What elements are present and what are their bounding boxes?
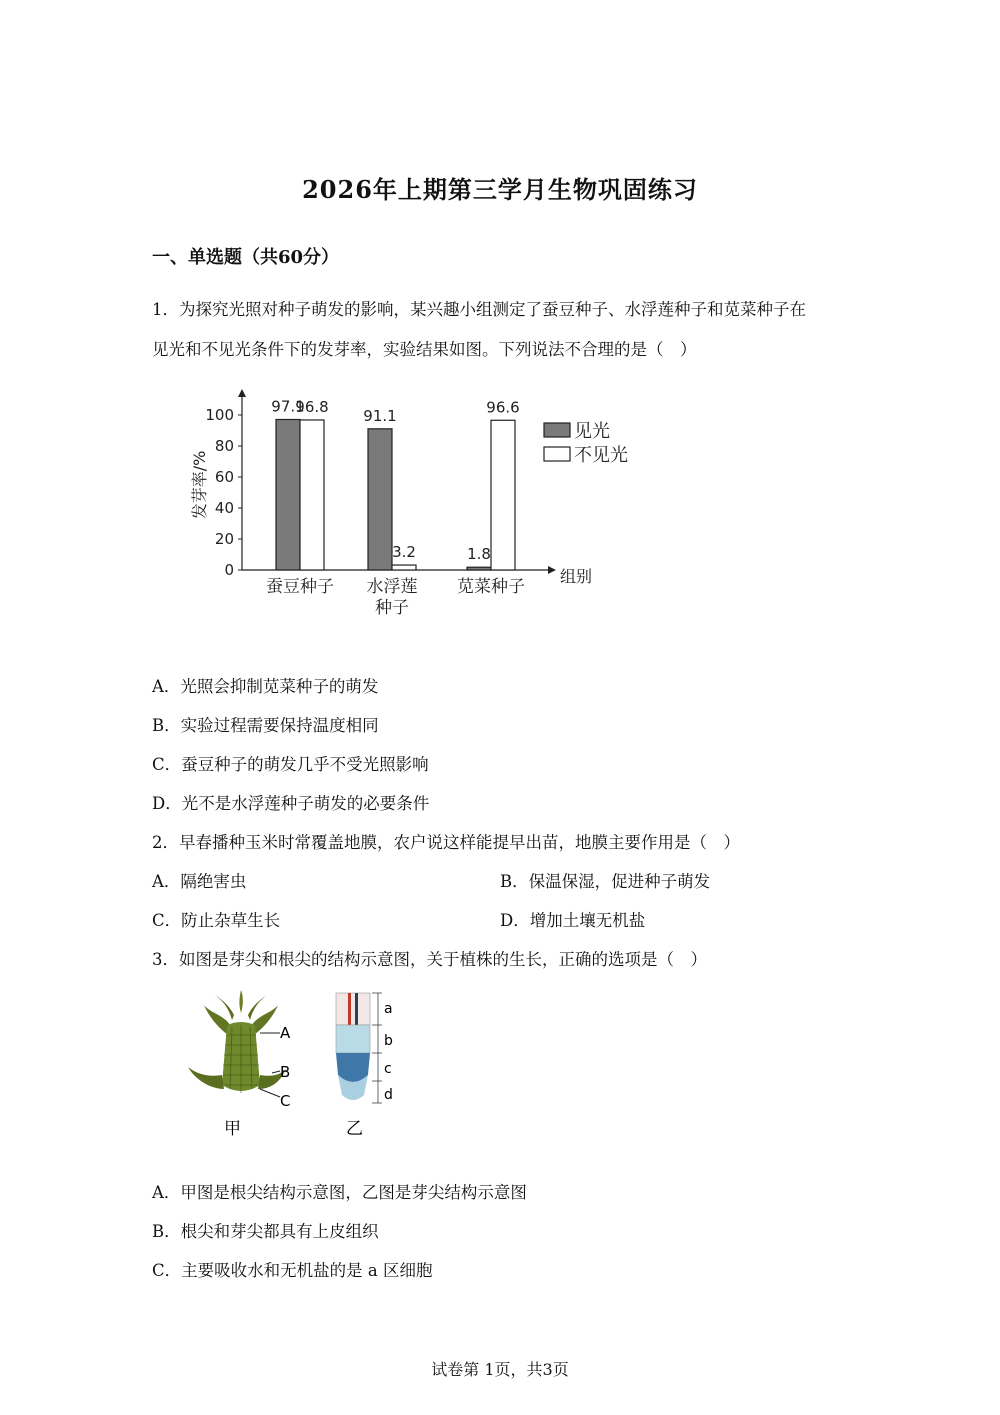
page-footer: 试卷第 1页，共3页 xyxy=(431,1360,569,1379)
x-axis-arrow xyxy=(548,566,556,574)
germination-bar-chart xyxy=(180,385,628,625)
y-tick-label: 80 xyxy=(214,437,234,455)
q1-option-c: C．蚕豆种子的萌发几乎不受光照影响 xyxy=(152,755,429,774)
q2-option-d: D．增加土壤无机盐 xyxy=(500,911,646,930)
x-tick-label: 苋菜种子 xyxy=(457,577,525,597)
label-a-upper: A xyxy=(280,1024,291,1042)
x-axis-label: 组别 xyxy=(560,567,593,586)
label-d-lower: d xyxy=(384,1087,393,1103)
q1-stem-line2: 见光和不见光条件下的发芽率，实验结果如图。下列说法不合理的是（ ） xyxy=(152,340,697,359)
bar xyxy=(300,420,324,570)
bar xyxy=(467,567,491,570)
root-tip-illustration xyxy=(336,993,382,1103)
bar xyxy=(491,420,515,570)
label-b-lower: b xyxy=(384,1033,393,1049)
y-tick-label: 20 xyxy=(214,530,234,548)
bar-value-label: 96.8 xyxy=(295,397,329,416)
label-b-upper: B xyxy=(280,1063,291,1081)
q2-option-a: A．隔绝害虫 xyxy=(152,872,247,891)
q1-stem-line1: 1．为探究光照对种子萌发的影响，某兴趣小组测定了蚕豆种子、水浮莲种子和苋菜种子在 xyxy=(152,300,806,319)
legend-label: 见光 xyxy=(574,421,610,442)
bar xyxy=(368,429,392,570)
q2-option-b: B．保温保湿，促进种子萌发 xyxy=(500,872,711,891)
y-tick-label: 40 xyxy=(214,499,234,517)
y-tick-label: 60 xyxy=(214,468,234,486)
q3-option-a: A．甲图是根尖结构示意图，乙图是芽尖结构示意图 xyxy=(152,1183,527,1202)
bar-value-label: 3.2 xyxy=(392,543,416,562)
bar xyxy=(392,565,416,570)
legend-swatch xyxy=(544,423,570,437)
legend-label: 不见光 xyxy=(574,445,628,466)
y-axis-label: 发芽率/% xyxy=(190,450,209,520)
q2-stem: 2．早春播种玉米时常覆盖地膜，农户说这样能提早出苗，地膜主要作用是（ ） xyxy=(152,833,740,852)
q1-option-b: B．实验过程需要保持温度相同 xyxy=(152,716,379,735)
x-tick-label: 蚕豆种子 xyxy=(266,577,334,597)
q3-option-b: B．根尖和芽尖都具有上皮组织 xyxy=(152,1222,379,1241)
label-a-lower: a xyxy=(384,1001,393,1017)
q1-option-d: D．光不是水浮莲种子萌发的必要条件 xyxy=(152,794,430,813)
figure-yi-label: 乙 xyxy=(346,1119,363,1139)
figure-jia-label: 甲 xyxy=(224,1119,241,1139)
section-heading: 一、单选题（共60分） xyxy=(152,247,340,268)
bar xyxy=(276,419,300,570)
bar-value-label: 96.6 xyxy=(486,398,520,417)
q1-option-a: A．光照会抑制苋菜种子的萌发 xyxy=(152,677,379,696)
bud-tip-illustration xyxy=(188,990,286,1097)
y-tick-label: 0 xyxy=(224,561,234,579)
bar-value-label: 97.1 xyxy=(271,397,305,416)
bud-root-tip-figure xyxy=(180,985,420,1145)
y-tick-label: 100 xyxy=(205,406,234,424)
y-axis-arrow xyxy=(238,389,246,397)
label-c-upper: C xyxy=(280,1092,291,1110)
q3-option-c: C．主要吸收水和无机盐的是 a 区细胞 xyxy=(152,1261,433,1280)
q2-option-c: C．防止杂草生长 xyxy=(152,911,281,930)
legend-swatch xyxy=(544,447,570,461)
x-tick-label: 种子 xyxy=(375,598,409,618)
x-tick-label: 水浮莲 xyxy=(366,577,418,597)
page-title: 2026年上期第三学月生物巩固练习 xyxy=(302,175,698,204)
q3-stem: 3．如图是芽尖和根尖的结构示意图，关于植株的生长，正确的选项是（ ） xyxy=(152,950,707,969)
bar-value-label: 1.8 xyxy=(467,545,491,564)
bar-value-label: 91.1 xyxy=(363,406,397,425)
label-c-lower: c xyxy=(384,1061,392,1077)
